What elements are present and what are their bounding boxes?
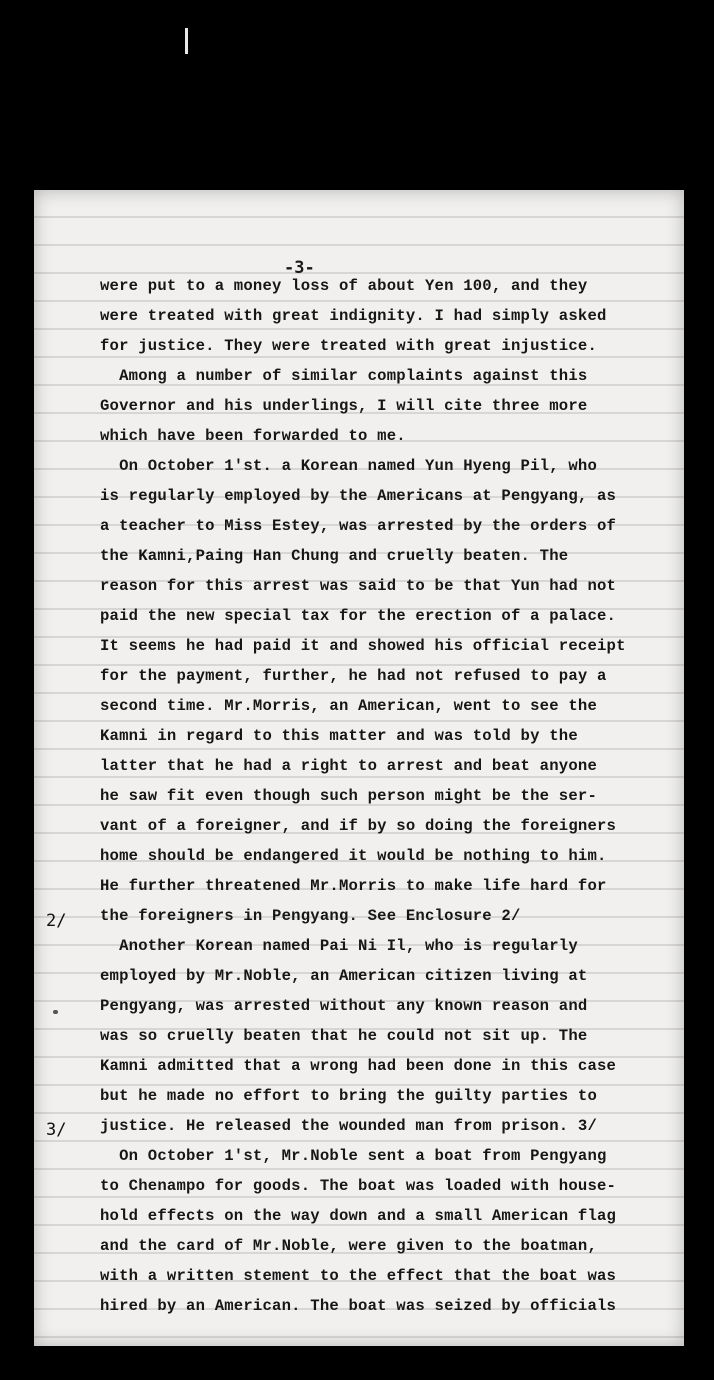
text-line: latter that he had a right to arrest and beat anyone — [100, 757, 598, 775]
text-line: Kamni in regard to this matter and was told by the — [100, 727, 578, 745]
margin-note-enclosure-2: 2/ — [46, 911, 67, 931]
text-line: with a written stement to the effect that the boat was — [100, 1267, 617, 1285]
text-line: which have been forwarded to me. — [100, 427, 406, 445]
text-line: second time. Mr.Morris, an American, went to see the — [100, 697, 598, 715]
text-line: a teacher to Miss Estey, was arrested by the orders of — [100, 517, 617, 535]
margin-note-enclosure-3: 3/ — [46, 1120, 67, 1140]
text-line: He further threatened Mr.Morris to make life hard for — [100, 877, 607, 895]
text-line: vant of a foreigner, and if by so doing the foreigners — [100, 817, 617, 835]
text-line: Pengyang, was arrested without any known reason and — [100, 997, 588, 1015]
text-line: were put to a money loss of about Yen 100, and they — [100, 277, 588, 295]
text-line: hold effects on the way down and a small American flag — [100, 1207, 617, 1225]
margin-ink-spot — [53, 1010, 58, 1014]
text-line: home should be endangered it would be nothing to him. — [100, 847, 607, 865]
text-line: hired by an American. The boat was seized by officials — [100, 1297, 617, 1315]
text-line: employed by Mr.Noble, an American citizen living at — [100, 967, 588, 985]
text-line: It seems he had paid it and showed his official receipt — [100, 637, 626, 655]
text-line: the foreigners in Pengyang. See Enclosure 2/ — [100, 907, 521, 925]
text-line: to Chenampo for goods. The boat was loaded with house- — [100, 1177, 617, 1195]
text-line: On October 1'st. a Korean named Yun Hyeng Pil, who — [100, 457, 598, 475]
text-line: for the payment, further, he had not refused to pay a — [100, 667, 607, 685]
text-line: Among a number of similar complaints against this — [100, 367, 588, 385]
text-line: was so cruelly beaten that he could not sit up. The — [100, 1027, 588, 1045]
text-line: but he made no effort to bring the guilty parties to — [100, 1087, 598, 1105]
text-line: reason for this arrest was said to be that Yun had not — [100, 577, 617, 595]
text-line: Kamni admitted that a wrong had been done in this case — [100, 1057, 617, 1075]
text-line: paid the new special tax for the erection of a palace. — [100, 607, 617, 625]
text-line: Another Korean named Pai Ni Il, who is regularly — [100, 937, 578, 955]
text-line: justice. He released the wounded man from prison. 3/ — [100, 1117, 598, 1135]
text-line: for justice. They were treated with great injustice. — [100, 337, 598, 355]
text-line: is regularly employed by the Americans at Pengyang, as — [100, 487, 617, 505]
film-edge-mark — [185, 28, 188, 54]
text-line: On October 1'st, Mr.Noble sent a boat from Pengyang — [100, 1147, 607, 1165]
text-line: were treated with great indignity. I had simply asked — [100, 307, 607, 325]
text-line: he saw fit even though such person might be the ser- — [100, 787, 598, 805]
text-line: and the card of Mr.Noble, were given to the boatman, — [100, 1237, 598, 1255]
text-line: the Kamni,Paing Han Chung and cruelly beaten. The — [100, 547, 569, 565]
text-line: Governor and his underlings, I will cite three more — [100, 397, 588, 415]
page-number: -3- — [284, 258, 315, 278]
